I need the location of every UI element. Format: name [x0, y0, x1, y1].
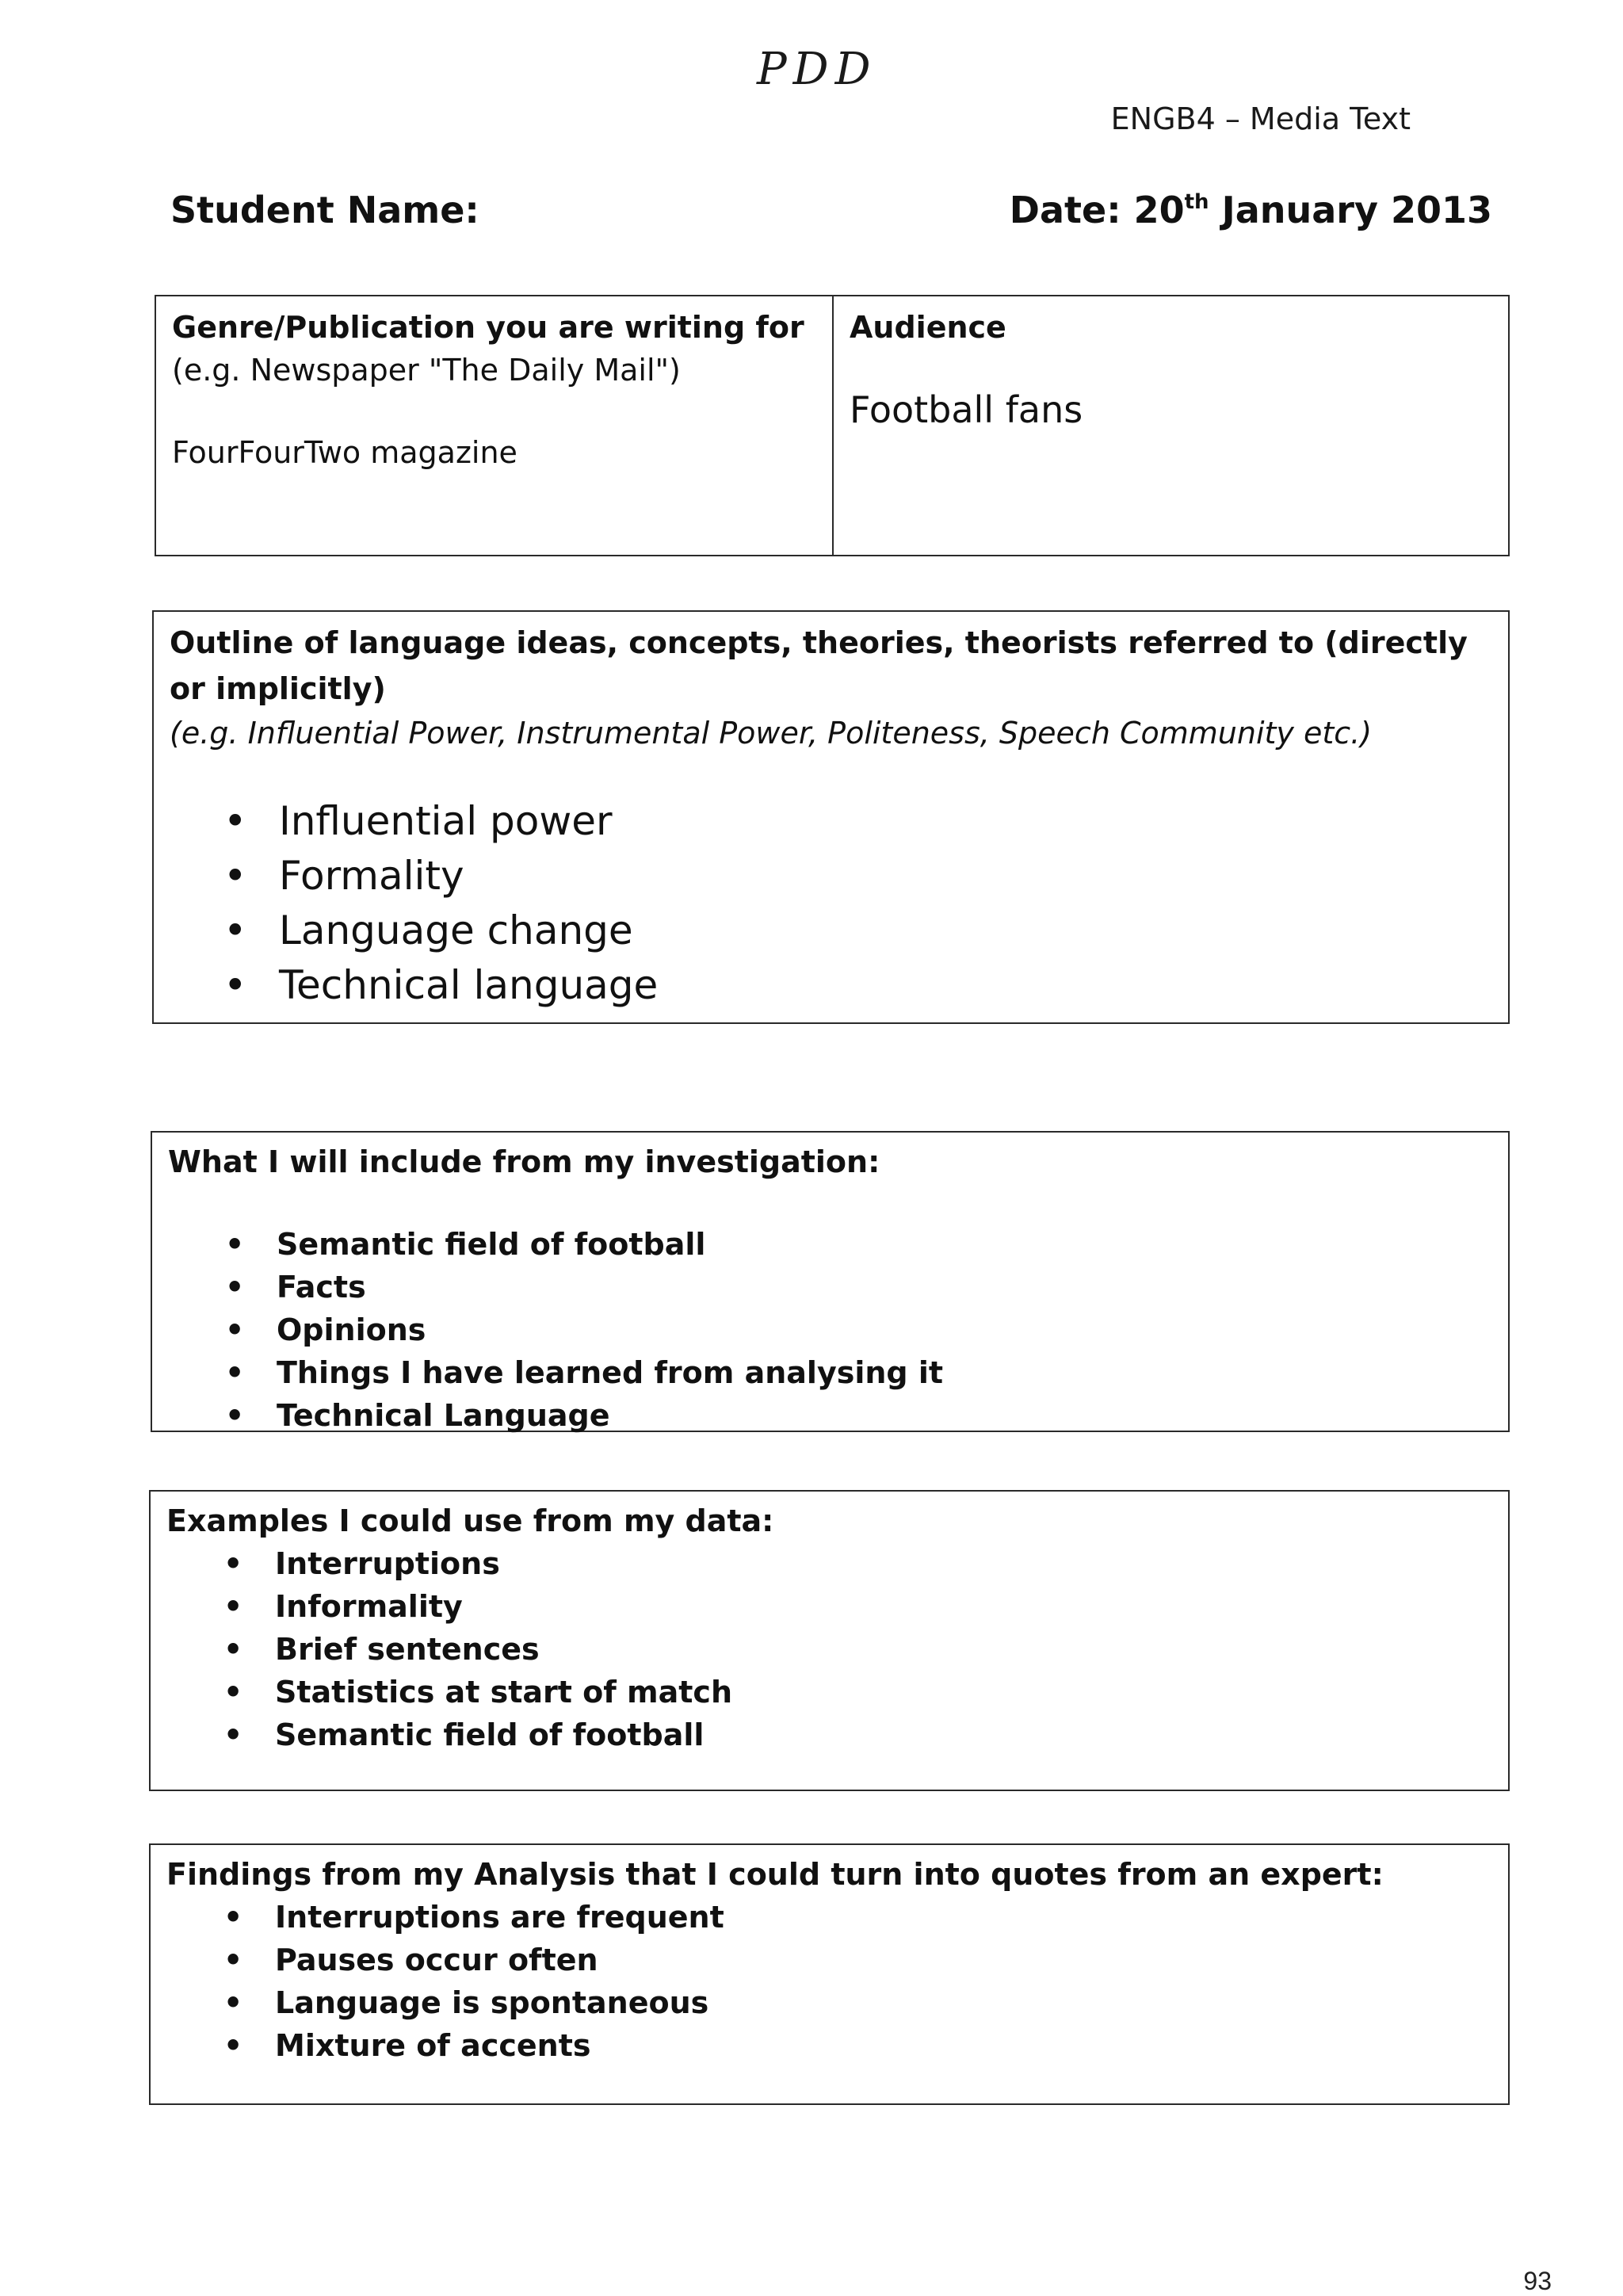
- investigation-list: [168, 1223, 1492, 1437]
- bullet-icon: •: [223, 1589, 243, 1624]
- genre-cell: [156, 296, 834, 555]
- outline-box: [152, 610, 1510, 1024]
- outline-list: [170, 794, 1492, 1013]
- bullet-icon: •: [225, 1355, 245, 1390]
- list-item: [168, 1394, 1492, 1437]
- page-number: 93: [1523, 2267, 1552, 2295]
- bullet-icon: •: [223, 2028, 243, 2063]
- list-item: [166, 1671, 1492, 1713]
- list-item-text: Interruptions: [275, 1546, 500, 1581]
- list-item-text: Language change: [279, 907, 633, 953]
- examples-list: [166, 1542, 1492, 1756]
- course-title: ENGB4 – Media Text: [1110, 101, 1411, 136]
- bullet-icon: •: [223, 1943, 243, 1977]
- findings-box: [149, 1843, 1510, 2105]
- list-item-text: Informality: [275, 1589, 463, 1624]
- list-item-text: Technical Language: [277, 1398, 610, 1433]
- list-item-text: Mixture of accents: [275, 2028, 591, 2063]
- handwritten-mark: PDD: [757, 44, 877, 95]
- list-item: [168, 1308, 1492, 1351]
- investigation-title: What I will include from my investigation:: [168, 1144, 880, 1179]
- bullet-icon: •: [223, 1546, 243, 1581]
- findings-list: [166, 1896, 1492, 2067]
- bullet-icon: •: [223, 1717, 243, 1752]
- list-item-text: Pauses occur often: [275, 1943, 598, 1977]
- bullet-icon: •: [223, 1900, 243, 1935]
- list-item-text: Interruptions are frequent: [275, 1900, 724, 1935]
- list-item: [166, 1585, 1492, 1628]
- genre-prompt: [172, 306, 816, 392]
- bullet-icon: •: [223, 853, 247, 899]
- bullet-icon: •: [225, 1312, 245, 1347]
- date-heading: [1010, 189, 1492, 231]
- bullet-icon: •: [223, 907, 247, 953]
- list-item-text: Opinions: [277, 1312, 426, 1347]
- list-item-text: Semantic field of football: [275, 1717, 705, 1752]
- list-item: [166, 1628, 1492, 1671]
- genre-audience-table: [155, 295, 1510, 556]
- examples-title: Examples I could use from my data:: [166, 1503, 774, 1538]
- list-item-text: Technical language: [279, 962, 659, 1008]
- list-item-text: Formality: [279, 853, 464, 899]
- bullet-icon: •: [225, 1398, 245, 1433]
- list-item-text: Statistics at start of match: [275, 1675, 732, 1710]
- date-ordinal: th: [1184, 190, 1209, 214]
- list-item: [170, 958, 1492, 1013]
- examples-box: [149, 1490, 1510, 1791]
- date-suffix: January 2013: [1209, 189, 1492, 231]
- list-item: [168, 1266, 1492, 1308]
- list-item: [170, 849, 1492, 904]
- bullet-icon: •: [225, 1270, 245, 1305]
- list-item: [166, 1896, 1492, 1939]
- list-item: [166, 1939, 1492, 1981]
- list-item: [166, 1542, 1492, 1585]
- audience-label: Audience: [850, 310, 1006, 345]
- genre-value: FourFourTwo magazine: [172, 435, 517, 470]
- bullet-icon: •: [223, 1632, 243, 1667]
- audience-value: Football fans: [850, 388, 1083, 431]
- list-item: [170, 794, 1492, 849]
- bullet-icon: •: [223, 962, 247, 1008]
- list-item-text: Facts: [277, 1270, 366, 1305]
- outline-example: (e.g. Influential Power, Instrumental Power, Politeness, Speech Community etc.): [170, 716, 1373, 751]
- genre-label: Genre/Publication you are writing for: [172, 310, 804, 345]
- list-item: [166, 2024, 1492, 2067]
- date-prefix: Date: 20: [1009, 189, 1185, 231]
- list-item: [168, 1351, 1492, 1394]
- list-item: [166, 1713, 1492, 1756]
- bullet-icon: •: [223, 798, 247, 844]
- investigation-box: [151, 1131, 1510, 1432]
- audience-cell: [834, 296, 1508, 555]
- list-item-text: Semantic field of football: [277, 1227, 706, 1262]
- list-item: [168, 1223, 1492, 1266]
- genre-example: (e.g. Newspaper "The Daily Mail"): [172, 353, 681, 388]
- bullet-icon: •: [223, 1675, 243, 1710]
- bullet-icon: •: [225, 1227, 245, 1262]
- findings-title: Findings from my Analysis that I could turn into quotes from an expert:: [166, 1857, 1384, 1892]
- list-item-text: Influential power: [279, 798, 613, 844]
- list-item-text: Language is spontaneous: [275, 1985, 709, 2020]
- list-item-text: Things I have learned from analysing it: [277, 1355, 944, 1390]
- list-item: [166, 1981, 1492, 2024]
- outline-title: Outline of language ideas, concepts, theories, theorists referred to (directly or implicitly): [170, 625, 1468, 706]
- list-item-text: Brief sentences: [275, 1632, 540, 1667]
- list-item: [170, 904, 1492, 958]
- bullet-icon: •: [223, 1985, 243, 2020]
- student-name-label: Student Name:: [170, 189, 479, 231]
